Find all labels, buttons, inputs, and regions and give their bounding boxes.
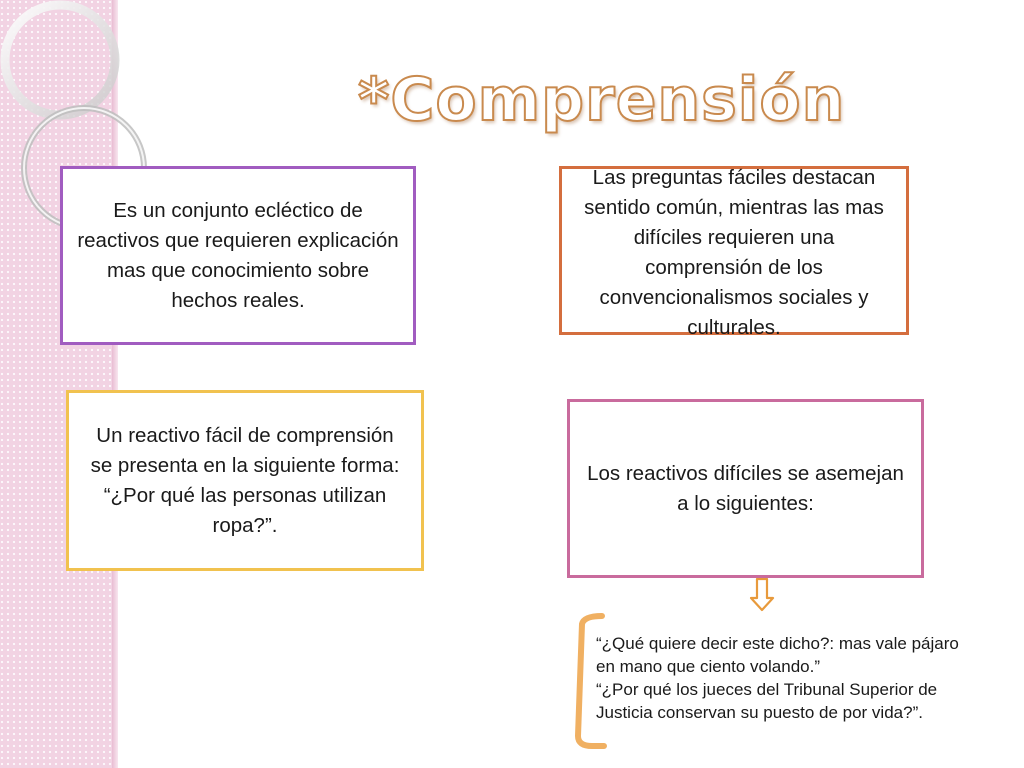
definition-box bbox=[60, 166, 416, 345]
definition-text: Es un conjunto ecléctico de reactivos que requieren explicación mas que conocimiento sobre hechos reales. bbox=[77, 198, 399, 312]
hard-examples-list bbox=[596, 632, 976, 724]
slide-title: *Comprensión bbox=[358, 65, 846, 135]
hard-intro-text: Los reactivos difíciles se asemejan a lo siguientes: bbox=[587, 461, 904, 515]
hard-example-1: “¿Qué quiere decir este dicho?: mas vale pájaro en mano que ciento volando.” bbox=[596, 634, 959, 676]
hard-example-2: “¿Por qué los jueces del Tribunal Superior de Justicia conservan su puesto de por vida?”. bbox=[596, 680, 938, 722]
easy-vs-hard-box bbox=[559, 166, 909, 339]
hard-intro-box bbox=[567, 399, 924, 578]
easy-vs-hard-text: Las preguntas fáciles destacan sentido común, mientras las mas difíciles requieren una comprensión de los convencionalismos sociales y culturales. bbox=[584, 166, 884, 339]
double-down-arrow-icon bbox=[749, 578, 775, 612]
easy-example-box bbox=[66, 390, 424, 571]
easy-example-text: Un reactivo fácil de comprensión se presenta en la siguiente forma: “¿Por qué las personas utilizan ropa?”. bbox=[90, 423, 400, 537]
